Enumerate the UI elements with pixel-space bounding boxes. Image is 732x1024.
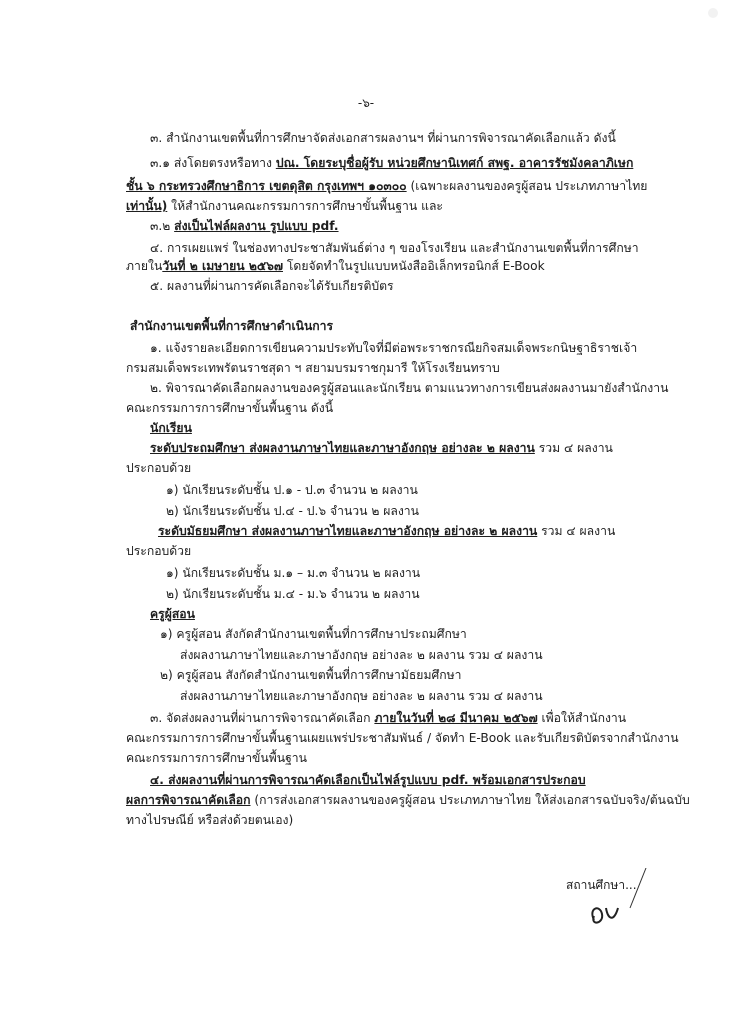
primary-level-total: รวม ๔ ผลงาน [534,441,613,455]
item-3-1-note: (เฉพาะผลงานของครูผู้สอน ประเภทภาษาไทย [406,179,648,193]
op-4-line-1: ๔. ส่งผลงานที่ผ่านการพิจารณาคัดเลือกเป็นไฟล์รูปแบบ pdf. พร้อมเอกสารประกอบ [150,773,586,787]
item-3: ๓. สำนักงานเขตพื้นที่การศึกษาจัดส่งเอกสารผลงานฯ ที่ผ่านการพิจารณาคัดเลือกแล้ว ดังนี้ [150,131,616,145]
item-3-2-pdf: ส่งเป็นไฟล์ผลงาน รูปแบบ pdf. [174,219,339,233]
op-4-line-2 [126,792,690,808]
teacher-1-line-1: ๑) ครูผู้สอน สังกัดสำนักงานเขตพื้นที่การศึกษาประถมศึกษา [160,627,467,641]
op-4-note: (การส่งเอกสารผลงานของครูผู้สอน ประเภทภาษาไทย ให้ส่งเอกสารฉบับจริง/ต้นฉบับ [250,793,690,807]
op-3-line-2: คณะกรรมการการศึกษาขั้นพื้นฐานเผยแพร่ประชาสัมพันธ์ / จัดทำ E-Book และรับเกียรติบัตรจากสำนักงาน [126,731,679,745]
op-1-line-1: ๑. แจ้งรายละเอียดการเขียนความประทับใจที่มีต่อพระราชกรณียกิจสมเด็จพระกนิษฐาธิราชเจ้า [150,341,638,355]
primary-item-2: ๒) นักเรียนระดับชั้น ป.๔ - ป.๖ จำนวน ๒ ผลงาน [166,504,419,518]
item-3-1-prefix: ๓.๑ ส่งโดยตรงหรือทาง [150,156,276,170]
secondary-consists: ประกอบด้วย [126,544,192,558]
teacher-2-line-1: ๒) ครูผู้สอน สังกัดสำนักงานเขตพื้นที่การศึกษามัธยมศึกษา [160,668,462,682]
item-5: ๕. ผลงานที่ผ่านการคัดเลือกจะได้รับเกียรติบัตร [150,279,394,293]
item-4-date: วันที่ ๒ เมษายน ๒๕๖๗ [162,259,283,273]
primary-item-1: ๑) นักเรียนระดับชั้น ป.๑ - ป.๓ จำนวน ๒ ผลงาน [166,483,418,497]
item-3-1-recipient: ให้สำนักงานคณะกรรมการการศึกษาขั้นพื้นฐาน และ [167,199,443,213]
op-1-line-2: กรมสมเด็จพระเทพรัตนราชสุดา ฯ สยามบรมราชกุมารี ให้โรงเรียนทราบ [126,361,500,375]
signature-label: สถานศึกษา... [566,878,637,892]
op-4-line-3: ทางไปรษณีย์ หรือส่งด้วยตนเอง) [126,813,294,827]
item-3-1-line-2 [126,178,647,194]
op-3-line-1 [150,710,626,726]
item-3-1-address-cont: ชั้น ๖ กระทรวงศึกษาธิการ เขตดุสิต กรุงเทพฯ ๑๐๓๐๐ [126,179,407,193]
op-4-results: ผลการพิจารณาคัดเลือก [126,793,251,807]
item-4-ebook: โดยจัดทำในรูปแบบหนังสืออิเล็กทรอนิกส์ E-Book [283,259,545,273]
op-3-prefix: ๓. จัดส่งผลงานที่ผ่านการพิจารณาคัดเลือก [150,711,375,725]
op-2-line-2: คณะกรรมการการศึกษาขั้นพื้นฐาน ดังนี้ [126,401,334,415]
secondary-level-total: รวม ๔ ผลงาน [537,524,616,538]
teacher-1-line-2: ส่งผลงานภาษาไทยและภาษาอังกฤษ อย่างละ ๒ ผลงาน รวม ๔ ผลงาน [180,648,543,662]
item-3-1-address: ปณ. โดยระบุชื่อผู้รับ หน่วยศึกษานิเทศก์ สพฐ. อาคารรัชมังคลาภิเษก [275,156,634,170]
teacher-2-line-2: ส่งผลงานภาษาไทยและภาษาอังกฤษ อย่างละ ๒ ผลงาน รวม ๔ ผลงาน [180,689,543,703]
secondary-item-1: ๑) นักเรียนระดับชั้น ม.๑ – ม.๓ จำนวน ๒ ผลงาน [166,566,421,580]
primary-level-title: ระดับประถมศึกษา ส่งผลงานภาษาไทยและภาษาอังกฤษ อย่างละ ๒ ผลงาน [150,441,535,455]
item-4-within: ภายใน [126,259,163,273]
teachers-heading: ครูผู้สอน [150,607,195,621]
op-3-line-3: คณะกรรมการการศึกษาขั้นพื้นฐาน [126,751,307,765]
secondary-level-title: ระดับมัธยมศึกษา ส่งผลงานภาษาไทยและภาษาอังกฤษ อย่างละ ๒ ผลงาน [158,524,538,538]
secondary-item-2: ๒) นักเรียนระดับชั้น ม.๔ - ม.๖ จำนวน ๒ ผลงาน [166,587,420,601]
item-4-line-2 [126,258,545,274]
op-2-line-1: ๒. พิจารณาคัดเลือกผลงานของครูผู้สอนและนักเรียน ตามแนวทางการเขียนส่งผลงานมายังสำนักงาน [150,381,669,395]
item-3-1-line-1 [150,155,633,171]
primary-level [150,440,613,456]
op-3-purpose: เพื่อให้สำนักงาน [537,711,627,725]
scan-mark [708,8,718,18]
item-3-2 [150,218,339,234]
primary-consists: ประกอบด้วย [126,461,192,475]
item-3-1-line-3 [126,198,443,214]
item-3-2-prefix: ๓.๒ [150,219,175,233]
op-3-deadline: ภายในวันที่ ๒๘ มีนาคม ๒๕๖๗ [374,711,538,725]
item-4-line-1: ๔. การเผยแพร่ ในช่องทางประชาสัมพันธ์ต่าง ๆ ของโรงเรียน และสำนักงานเขตพื้นที่การศึกษา [150,241,639,255]
page-number: -๖- [357,96,375,110]
students-heading: นักเรียน [150,421,192,435]
item-3-1-only: เท่านั้น) [126,199,168,213]
signature-mark [560,868,660,928]
secondary-level [158,523,615,539]
section-heading: สำนักงานเขตพื้นที่การศึกษาดำเนินการ [130,319,334,333]
